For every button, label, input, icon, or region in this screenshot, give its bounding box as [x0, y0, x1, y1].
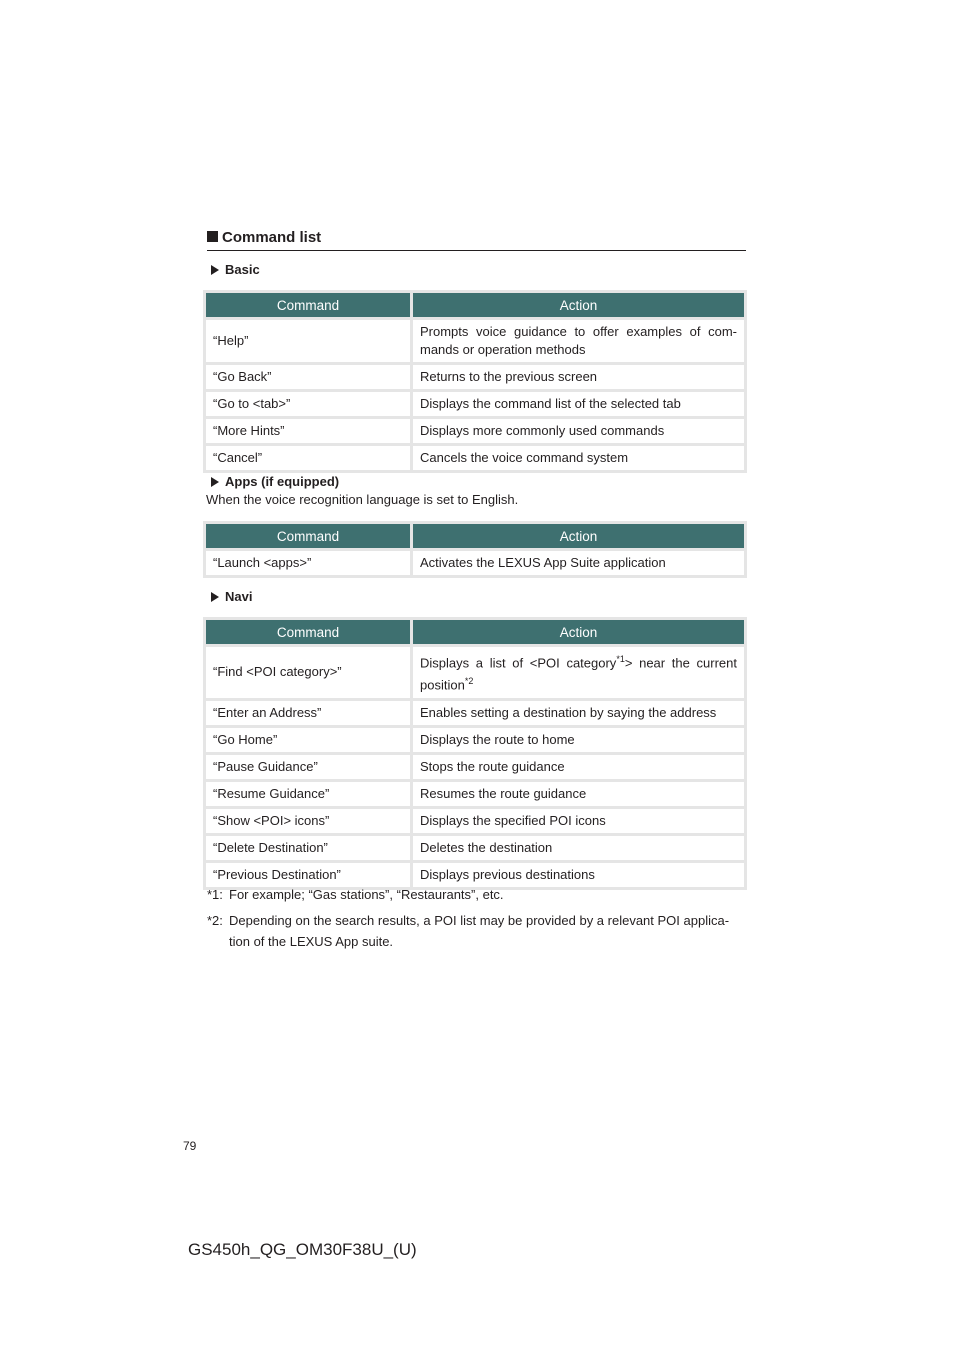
command-header: Command [206, 293, 410, 317]
section-title-text: Command list [222, 229, 322, 246]
action-cell: Returns to the previous screen [413, 365, 744, 389]
action-header: Action [413, 524, 744, 548]
table-header-row [206, 524, 744, 548]
table-header-row [206, 293, 744, 317]
table-row [206, 419, 744, 443]
table-row [206, 836, 744, 860]
action-cell: Activates the LEXUS App Suite application [413, 551, 744, 575]
command-cell: “Pause Guidance” [206, 755, 410, 779]
table-row [206, 755, 744, 779]
command-cell: “Help” [206, 320, 410, 362]
table-row [206, 320, 744, 362]
action-cell: Deletes the destination [413, 836, 744, 860]
table-row [206, 365, 744, 389]
basic-heading-text: Basic [225, 262, 260, 277]
command-cell: “Find <POI category>” [206, 647, 410, 698]
table-row [206, 392, 744, 416]
command-cell: “More Hints” [206, 419, 410, 443]
table-row [206, 446, 744, 470]
apps-heading [207, 474, 339, 489]
navi-table [203, 617, 747, 890]
triangle-bullet-icon [211, 477, 219, 487]
command-cell: “Delete Destination” [206, 836, 410, 860]
table-row [206, 809, 744, 833]
basic-heading [207, 262, 260, 277]
command-cell: “Resume Guidance” [206, 782, 410, 806]
action-header: Action [413, 293, 744, 317]
footnote-ref: *2 [464, 676, 474, 687]
document-id: GS450h_QG_OM30F38U_(U) [188, 1240, 417, 1259]
footnote-text: Depending on the search results, a POI list may be provided by a relevant POI applica- tion of the LEXUS App suite. [229, 913, 730, 949]
action-cell [413, 647, 744, 698]
action-cell: Displays the route to home [413, 728, 744, 752]
action-cell: Displays the specified POI icons [413, 809, 744, 833]
table-header-row [206, 620, 744, 644]
footnote-ref: *1 [616, 654, 625, 664]
table-row [206, 728, 744, 752]
basic-table [203, 290, 747, 473]
command-cell: “Launch <apps>” [206, 551, 410, 575]
command-cell: “Enter an Address” [206, 701, 410, 725]
navi-heading [207, 589, 252, 604]
action-cell: Cancels the voice command system [413, 446, 744, 470]
action-cell: Displays the command list of the selected tab [413, 392, 744, 416]
triangle-bullet-icon [211, 265, 219, 275]
triangle-bullet-icon [211, 592, 219, 602]
table-row [206, 701, 744, 725]
navi-heading-text: Navi [225, 589, 253, 604]
apps-note: When the voice recognition language is set to English. [206, 492, 519, 507]
footnote-text: For example; “Gas stations”, “Restaurants”, etc. [229, 887, 504, 902]
action-text: > near the current position [420, 655, 737, 693]
footnote-mark: *2: [207, 913, 223, 928]
section-title [207, 229, 746, 251]
action-text: Displays a list of <POI category [420, 655, 617, 671]
command-cell: “Go Back” [206, 365, 410, 389]
action-header: Action [413, 620, 744, 644]
table-row [206, 647, 744, 698]
footnote-2 [207, 910, 747, 952]
action-cell: Displays more commonly used commands [413, 419, 744, 443]
command-header: Command [206, 524, 410, 548]
command-cell: “Show <POI> icons” [206, 809, 410, 833]
command-cell: “Go to <tab>” [206, 392, 410, 416]
action-cell: Prompts voice guidance to offer examples of com- mands or operation methods [413, 320, 744, 362]
action-cell: Resumes the route guidance [413, 782, 744, 806]
command-cell: “Previous Destination” [206, 863, 410, 887]
page-number: 79 [183, 1139, 197, 1153]
apps-table [203, 521, 747, 578]
command-cell: “Go Home” [206, 728, 410, 752]
square-bullet-icon [207, 231, 218, 242]
footnote-1 [207, 884, 747, 905]
table-row [206, 551, 744, 575]
command-cell: “Cancel” [206, 446, 410, 470]
command-header: Command [206, 620, 410, 644]
table-row [206, 782, 744, 806]
apps-heading-text: Apps (if equipped) [225, 474, 340, 489]
action-cell: Enables setting a destination by saying the address [413, 701, 744, 725]
action-cell: Stops the route guidance [413, 755, 744, 779]
footnote-mark: *1: [207, 887, 223, 902]
action-cell: Displays previous destinations [413, 863, 744, 887]
